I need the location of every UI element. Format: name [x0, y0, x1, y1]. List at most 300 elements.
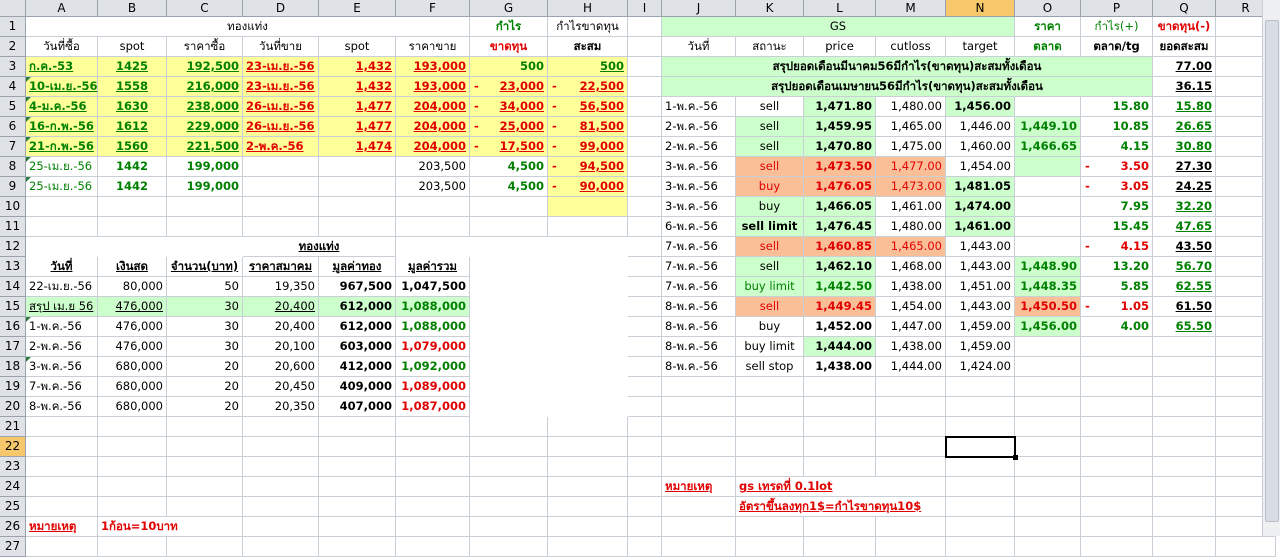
gs-market[interactable]: 1,456.00: [1015, 317, 1081, 337]
empty-cell[interactable]: [243, 537, 319, 557]
right-col-header[interactable]: target: [946, 37, 1015, 57]
table2-total-value[interactable]: 1,079,000: [396, 337, 470, 357]
empty-cell[interactable]: [1081, 417, 1153, 437]
row-header-8[interactable]: 8: [0, 157, 26, 177]
row-header-14[interactable]: 14: [0, 277, 26, 297]
table2-cash[interactable]: 476,000: [98, 317, 167, 337]
empty-cell[interactable]: [946, 517, 1015, 537]
gs-target[interactable]: 1,443.00: [946, 257, 1015, 277]
right-col-header[interactable]: ตลาด: [1015, 37, 1081, 57]
row-header-10[interactable]: 10: [0, 197, 26, 217]
gs-cutloss[interactable]: 1,438.00: [876, 277, 946, 297]
column-header-q[interactable]: Q: [1153, 0, 1216, 17]
gs-market[interactable]: [1015, 337, 1081, 357]
empty-cell[interactable]: [804, 437, 876, 457]
right-col-header[interactable]: ตลาด/tg: [1081, 37, 1153, 57]
sell-spot[interactable]: [319, 157, 396, 177]
empty-cell[interactable]: [1015, 417, 1081, 437]
empty-cell[interactable]: [167, 197, 243, 217]
left-col-header[interactable]: วันที่ขาย: [243, 37, 319, 57]
sell-date[interactable]: 23-เม.ย.-56: [243, 57, 319, 77]
row-header-21[interactable]: 21: [0, 417, 26, 437]
empty-cell[interactable]: [319, 517, 396, 537]
gs-price[interactable]: 1,473.50: [804, 157, 876, 177]
empty-cell[interactable]: [876, 437, 946, 457]
empty-cell[interactable]: [243, 477, 319, 497]
header-market-price[interactable]: ราคา: [1015, 17, 1081, 37]
empty-cell[interactable]: [1081, 397, 1153, 417]
empty-cell[interactable]: [628, 397, 662, 417]
gs-market[interactable]: 1,466.65: [1015, 137, 1081, 157]
empty-cell[interactable]: [628, 477, 662, 497]
empty-cell[interactable]: [1153, 417, 1216, 437]
empty-cell[interactable]: [628, 17, 662, 37]
gs-profit[interactable]: 15.80: [1081, 97, 1153, 117]
gs-market[interactable]: [1015, 197, 1081, 217]
empty-cell[interactable]: [548, 477, 628, 497]
left-col-header[interactable]: ขาดทุน: [470, 37, 548, 57]
table2-header[interactable]: มูลค่าทอง: [319, 257, 396, 277]
empty-cell[interactable]: [946, 417, 1015, 437]
empty-cell[interactable]: [243, 437, 319, 457]
gs-cutloss[interactable]: 1,454.00: [876, 297, 946, 317]
empty-cell[interactable]: [243, 417, 319, 437]
buy-price[interactable]: 238,000: [167, 97, 243, 117]
empty-cell[interactable]: [876, 537, 946, 557]
empty-cell[interactable]: [396, 537, 470, 557]
empty-cell[interactable]: [167, 477, 243, 497]
gs-profit[interactable]: 7.95: [1081, 197, 1153, 217]
empty-cell[interactable]: [243, 217, 319, 237]
gs-cumulative[interactable]: 32.20: [1153, 197, 1216, 217]
gs-cutloss[interactable]: 1,480.00: [876, 217, 946, 237]
profit-loss[interactable]: 34,000 -: [470, 97, 548, 117]
buy-price[interactable]: 199,000: [167, 177, 243, 197]
empty-cell[interactable]: [548, 457, 628, 477]
cumulative[interactable]: 22,500 -: [548, 77, 628, 97]
empty-cell[interactable]: [804, 457, 876, 477]
empty-cell[interactable]: [1153, 437, 1216, 457]
empty-cell[interactable]: [396, 417, 470, 437]
gs-date[interactable]: 8-พ.ค.-56: [662, 317, 736, 337]
empty-cell[interactable]: [167, 217, 243, 237]
gs-date[interactable]: 2-พ.ค.-56: [662, 137, 736, 157]
gs-price[interactable]: 1,438.00: [804, 357, 876, 377]
empty-cell[interactable]: [167, 497, 243, 517]
empty-cell[interactable]: [470, 537, 548, 557]
empty-cell[interactable]: [1015, 477, 1081, 497]
empty-cell[interactable]: [319, 217, 396, 237]
empty-cell[interactable]: [628, 457, 662, 477]
scrollbar-thumb[interactable]: [1265, 20, 1279, 522]
empty-cell[interactable]: [1015, 437, 1081, 457]
right-note-label[interactable]: หมายเหตุ: [662, 477, 736, 497]
table2-date[interactable]: 3-พ.ค.-56: [26, 357, 98, 377]
cumulative[interactable]: 99,000 -: [548, 137, 628, 157]
sell-date[interactable]: 26-เม.ย.-56: [243, 117, 319, 137]
empty-cell[interactable]: [628, 497, 662, 517]
empty-cell[interactable]: [396, 197, 470, 217]
empty-cell[interactable]: [628, 377, 662, 397]
sell-price[interactable]: 203,500: [396, 157, 470, 177]
table2-gold-value[interactable]: 967,500: [319, 277, 396, 297]
left-title[interactable]: ทองแท่ง: [26, 17, 470, 37]
empty-cell[interactable]: [98, 197, 167, 217]
table2-cash[interactable]: 80,000: [98, 277, 167, 297]
sell-price[interactable]: 203,500: [396, 177, 470, 197]
gs-price[interactable]: 1,460.85: [804, 237, 876, 257]
empty-cell[interactable]: [548, 517, 628, 537]
gs-cutloss[interactable]: 1,438.00: [876, 337, 946, 357]
empty-cell[interactable]: [396, 437, 470, 457]
header-profit-loss[interactable]: กำไรขาดทุน: [548, 17, 628, 37]
empty-cell[interactable]: [98, 457, 167, 477]
empty-cell[interactable]: [98, 217, 167, 237]
gs-status[interactable]: sell: [736, 257, 804, 277]
sell-spot[interactable]: [319, 177, 396, 197]
empty-cell[interactable]: [628, 77, 662, 97]
table2-date[interactable]: สรุป เม.ย 56: [26, 297, 98, 317]
left-col-header[interactable]: วันที่ซื้อ: [26, 37, 98, 57]
empty-cell[interactable]: [1153, 477, 1216, 497]
gs-cumulative[interactable]: 30.80: [1153, 137, 1216, 157]
empty-cell[interactable]: [946, 397, 1015, 417]
empty-cell[interactable]: [548, 437, 628, 457]
column-header-i[interactable]: I: [628, 0, 662, 17]
empty-cell[interactable]: [628, 417, 662, 437]
buy-date[interactable]: ก.ค.-53: [26, 57, 98, 77]
buy-spot[interactable]: 1442: [98, 177, 167, 197]
gs-cutloss[interactable]: 1,444.00: [876, 357, 946, 377]
empty-cell[interactable]: [628, 257, 662, 277]
summary-april-value[interactable]: 36.15: [1153, 77, 1216, 97]
empty-cell[interactable]: [548, 197, 628, 217]
sell-spot[interactable]: 1,474: [319, 137, 396, 157]
row-header-1[interactable]: 1: [0, 17, 26, 37]
column-header-g[interactable]: G: [470, 0, 548, 17]
gs-date[interactable]: 3-พ.ค.-56: [662, 177, 736, 197]
row-header-4[interactable]: 4: [0, 77, 26, 97]
row-header-15[interactable]: 15: [0, 297, 26, 317]
table2-qty[interactable]: 30: [167, 337, 243, 357]
gs-date[interactable]: 7-พ.ค.-56: [662, 277, 736, 297]
empty-cell[interactable]: [946, 477, 1015, 497]
column-header-r[interactable]: R: [1216, 0, 1276, 17]
empty-cell[interactable]: [662, 397, 736, 417]
gs-date[interactable]: 8-พ.ค.-56: [662, 357, 736, 377]
cumulative[interactable]: 94,500 -: [548, 157, 628, 177]
table2-total-value[interactable]: 1,088,000: [396, 297, 470, 317]
empty-cell[interactable]: [628, 277, 662, 297]
table2-date[interactable]: 22-เม.ย.-56: [26, 277, 98, 297]
row-header-25[interactable]: 25: [0, 497, 26, 517]
buy-price[interactable]: 221,500: [167, 137, 243, 157]
sell-date[interactable]: 26-เม.ย.-56: [243, 97, 319, 117]
gs-price[interactable]: 1,476.45: [804, 217, 876, 237]
empty-cell[interactable]: [1015, 537, 1081, 557]
sell-price[interactable]: 204,000: [396, 117, 470, 137]
empty-cell[interactable]: [167, 457, 243, 477]
profit-loss[interactable]: 4,500: [470, 177, 548, 197]
buy-spot[interactable]: 1612: [98, 117, 167, 137]
empty-cell[interactable]: [396, 477, 470, 497]
empty-cell[interactable]: [470, 217, 548, 237]
empty-cell[interactable]: [946, 497, 1015, 517]
empty-cell[interactable]: [628, 177, 662, 197]
gs-market[interactable]: 1,448.35: [1015, 277, 1081, 297]
summary-march-value[interactable]: 77.00: [1153, 57, 1216, 77]
gs-profit[interactable]: 10.85: [1081, 117, 1153, 137]
table2-qty[interactable]: 30: [167, 297, 243, 317]
buy-spot[interactable]: 1558: [98, 77, 167, 97]
empty-cell[interactable]: [243, 517, 319, 537]
empty-cell[interactable]: [628, 117, 662, 137]
gs-cumulative[interactable]: 24.25: [1153, 177, 1216, 197]
column-header-k[interactable]: K: [736, 0, 804, 17]
empty-cell[interactable]: [1153, 537, 1216, 557]
gs-price[interactable]: 1,462.10: [804, 257, 876, 277]
gs-market[interactable]: 1,450.50: [1015, 297, 1081, 317]
row-header-22[interactable]: 22: [0, 437, 26, 457]
empty-cell[interactable]: [628, 137, 662, 157]
sell-date[interactable]: 23-เม.ย.-56: [243, 77, 319, 97]
gs-target[interactable]: 1,454.00: [946, 157, 1015, 177]
sell-date[interactable]: [243, 157, 319, 177]
empty-cell[interactable]: [876, 417, 946, 437]
gs-price[interactable]: 1,470.80: [804, 137, 876, 157]
empty-cell[interactable]: [548, 417, 628, 437]
empty-cell[interactable]: [167, 537, 243, 557]
table2-header[interactable]: เงินสด: [98, 257, 167, 277]
empty-cell[interactable]: [26, 477, 98, 497]
left-note-label[interactable]: หมายเหตุ: [26, 517, 98, 537]
gs-status[interactable]: buy: [736, 177, 804, 197]
gs-price[interactable]: 1,449.45: [804, 297, 876, 317]
gs-status[interactable]: sell: [736, 97, 804, 117]
empty-cell[interactable]: [628, 537, 662, 557]
empty-cell[interactable]: [662, 377, 736, 397]
gs-cumulative[interactable]: 65.50: [1153, 317, 1216, 337]
gs-cutloss[interactable]: 1,473.00: [876, 177, 946, 197]
gs-target[interactable]: 1,474.00: [946, 197, 1015, 217]
table2-header[interactable]: จำนวน(บาท): [167, 257, 243, 277]
gs-status[interactable]: buy limit: [736, 277, 804, 297]
profit-loss[interactable]: 4,500: [470, 157, 548, 177]
empty-cell[interactable]: [319, 197, 396, 217]
table2-assoc-price[interactable]: 20,450: [243, 377, 319, 397]
table2-assoc-price[interactable]: 20,350: [243, 397, 319, 417]
empty-cell[interactable]: [319, 417, 396, 437]
gs-target[interactable]: 1,451.00: [946, 277, 1015, 297]
empty-cell[interactable]: [628, 37, 662, 57]
empty-cell[interactable]: [470, 517, 548, 537]
table2-assoc-price[interactable]: 20,400: [243, 297, 319, 317]
gs-cutloss[interactable]: 1,461.00: [876, 197, 946, 217]
gs-target[interactable]: 1,424.00: [946, 357, 1015, 377]
empty-cell[interactable]: [98, 497, 167, 517]
table2-cash[interactable]: 476,000: [98, 337, 167, 357]
table2-assoc-price[interactable]: 20,600: [243, 357, 319, 377]
table2-header[interactable]: มูลค่ารวม: [396, 257, 470, 277]
gs-market[interactable]: [1015, 237, 1081, 257]
gs-price[interactable]: 1,442.50: [804, 277, 876, 297]
empty-cell[interactable]: [804, 377, 876, 397]
gs-target[interactable]: 1,459.00: [946, 337, 1015, 357]
right-col-header[interactable]: cutloss: [876, 37, 946, 57]
table2-qty[interactable]: 30: [167, 317, 243, 337]
empty-cell[interactable]: [470, 477, 548, 497]
gs-market[interactable]: 1,449.10: [1015, 117, 1081, 137]
column-header-e[interactable]: E: [319, 0, 396, 17]
empty-cell[interactable]: [243, 197, 319, 217]
gs-profit[interactable]: 3.05 -: [1081, 177, 1153, 197]
empty-cell[interactable]: [1216, 537, 1276, 557]
gs-profit[interactable]: 13.20: [1081, 257, 1153, 277]
row-header-18[interactable]: 18: [0, 357, 26, 377]
column-header-a[interactable]: A: [26, 0, 98, 17]
empty-cell[interactable]: [396, 217, 470, 237]
table2-date[interactable]: 8-พ.ค.-56: [26, 397, 98, 417]
empty-cell[interactable]: [628, 157, 662, 177]
gs-date[interactable]: 7-พ.ค.-56: [662, 257, 736, 277]
table2-gold-value[interactable]: 412,000: [319, 357, 396, 377]
gs-date[interactable]: 8-พ.ค.-56: [662, 337, 736, 357]
row-header-27[interactable]: 27: [0, 537, 26, 557]
column-header-p[interactable]: P: [1081, 0, 1153, 17]
column-header-l[interactable]: L: [804, 0, 876, 17]
empty-cell[interactable]: [167, 437, 243, 457]
empty-cell[interactable]: [662, 537, 736, 557]
buy-date[interactable]: 10-เม.ย.-56: [26, 77, 98, 97]
empty-cell[interactable]: [319, 457, 396, 477]
buy-spot[interactable]: 1560: [98, 137, 167, 157]
empty-cell[interactable]: [876, 397, 946, 417]
gs-market[interactable]: [1015, 97, 1081, 117]
gs-price[interactable]: 1,452.00: [804, 317, 876, 337]
empty-cell[interactable]: [628, 517, 662, 537]
row-header-16[interactable]: 16: [0, 317, 26, 337]
empty-cell[interactable]: [1015, 377, 1081, 397]
row-header-23[interactable]: 23: [0, 457, 26, 477]
gs-market[interactable]: [1015, 217, 1081, 237]
gs-cutloss[interactable]: 1,480.00: [876, 97, 946, 117]
empty-cell[interactable]: [548, 537, 628, 557]
empty-cell[interactable]: [548, 217, 628, 237]
empty-cell[interactable]: [319, 497, 396, 517]
gs-profit[interactable]: 1.05 -: [1081, 297, 1153, 317]
row-header-6[interactable]: 6: [0, 117, 26, 137]
table2-assoc-price[interactable]: 19,350: [243, 277, 319, 297]
left-col-header[interactable]: ราคาซื้อ: [167, 37, 243, 57]
right-col-header[interactable]: ยอดสะสม: [1153, 37, 1216, 57]
empty-cell[interactable]: [98, 437, 167, 457]
table2-qty[interactable]: 50: [167, 277, 243, 297]
empty-cell[interactable]: [396, 497, 470, 517]
gs-date[interactable]: 3-พ.ค.-56: [662, 157, 736, 177]
empty-cell[interactable]: [736, 437, 804, 457]
gs-cumulative[interactable]: 56.70: [1153, 257, 1216, 277]
empty-cell[interactable]: [470, 497, 548, 517]
gs-profit[interactable]: 3.50 -: [1081, 157, 1153, 177]
table2-qty[interactable]: 20: [167, 357, 243, 377]
gs-price[interactable]: 1,444.00: [804, 337, 876, 357]
sell-date[interactable]: 2-พ.ค.-56: [243, 137, 319, 157]
row-header-11[interactable]: 11: [0, 217, 26, 237]
header-profit-plus[interactable]: กำไร(+): [1081, 17, 1153, 37]
empty-cell[interactable]: [1081, 517, 1153, 537]
gs-market[interactable]: 1,448.90: [1015, 257, 1081, 277]
empty-cell[interactable]: [1015, 497, 1081, 517]
gs-target[interactable]: 1,459.00: [946, 317, 1015, 337]
empty-cell[interactable]: [26, 537, 98, 557]
empty-cell[interactable]: [243, 457, 319, 477]
gs-profit[interactable]: 4.15 -: [1081, 237, 1153, 257]
header-loss-minus[interactable]: ขาดทุน(-): [1153, 17, 1216, 37]
empty-cell[interactable]: [26, 437, 98, 457]
sell-price[interactable]: 193,000: [396, 77, 470, 97]
empty-cell[interactable]: [319, 437, 396, 457]
empty-cell[interactable]: [98, 537, 167, 557]
empty-cell[interactable]: [946, 437, 1015, 457]
empty-cell[interactable]: [736, 537, 804, 557]
table2-title[interactable]: ทองแท่ง: [243, 237, 396, 257]
table2-gold-value[interactable]: 612,000: [319, 297, 396, 317]
empty-cell[interactable]: [1153, 397, 1216, 417]
profit-loss[interactable]: 23,000 -: [470, 77, 548, 97]
gs-market[interactable]: [1015, 357, 1081, 377]
empty-cell[interactable]: [736, 457, 804, 477]
gs-market[interactable]: [1015, 177, 1081, 197]
empty-cell[interactable]: [628, 437, 662, 457]
empty-cell[interactable]: [470, 417, 548, 437]
gs-target[interactable]: 1,461.00: [946, 217, 1015, 237]
gs-cumulative[interactable]: 15.80: [1153, 97, 1216, 117]
gs-profit[interactable]: 15.45: [1081, 217, 1153, 237]
empty-cell[interactable]: [319, 477, 396, 497]
gs-profit[interactable]: 4.00: [1081, 317, 1153, 337]
empty-cell[interactable]: [662, 437, 736, 457]
empty-cell[interactable]: [1153, 377, 1216, 397]
empty-cell[interactable]: [26, 497, 98, 517]
table2-header[interactable]: วันที่: [26, 257, 98, 277]
table2-cash[interactable]: 680,000: [98, 357, 167, 377]
table2-date[interactable]: 1-พ.ค.-56: [26, 317, 98, 337]
empty-cell[interactable]: [1015, 397, 1081, 417]
profit-loss[interactable]: 500: [470, 57, 548, 77]
gs-target[interactable]: 1,443.00: [946, 237, 1015, 257]
left-col-header[interactable]: spot: [319, 37, 396, 57]
empty-cell[interactable]: [736, 517, 804, 537]
gs-price[interactable]: 1,471.80: [804, 97, 876, 117]
table2-date[interactable]: 7-พ.ค.-56: [26, 377, 98, 397]
cumulative[interactable]: 56,500 -: [548, 97, 628, 117]
empty-cell[interactable]: [662, 497, 736, 517]
gs-title[interactable]: GS: [662, 17, 1015, 37]
empty-cell[interactable]: [1081, 537, 1153, 557]
row-header-24[interactable]: 24: [0, 477, 26, 497]
empty-cell[interactable]: [662, 517, 736, 537]
empty-cell[interactable]: [946, 457, 1015, 477]
right-col-header[interactable]: price: [804, 37, 876, 57]
gs-target[interactable]: 1,481.05: [946, 177, 1015, 197]
cumulative[interactable]: 500: [548, 57, 628, 77]
empty-cell[interactable]: [946, 537, 1015, 557]
table2-qty[interactable]: 20: [167, 377, 243, 397]
table2-assoc-price[interactable]: 20,400: [243, 317, 319, 337]
gs-status[interactable]: buy: [736, 317, 804, 337]
vertical-scrollbar[interactable]: [1262, 0, 1280, 536]
table2-total-value[interactable]: 1,047,500: [396, 277, 470, 297]
